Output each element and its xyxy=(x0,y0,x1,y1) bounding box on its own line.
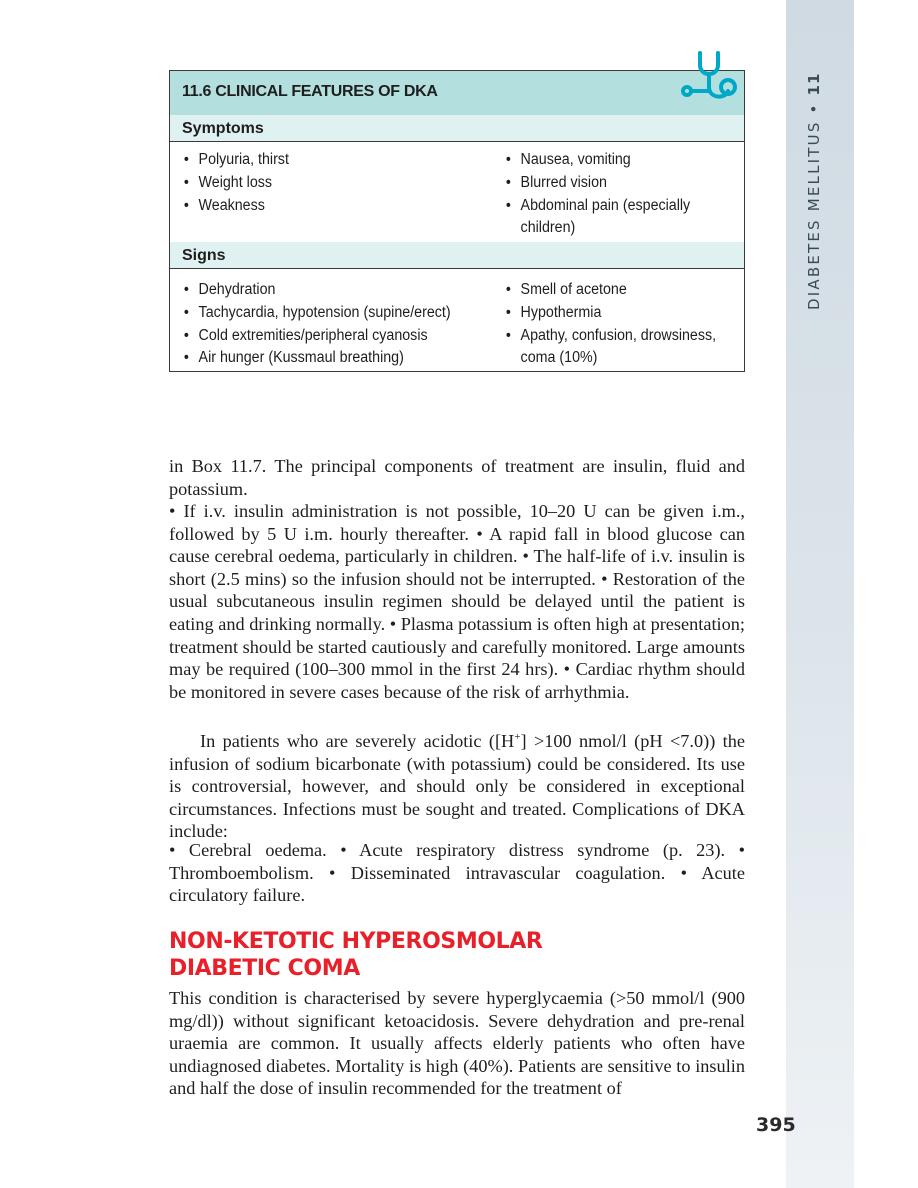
body-paragraph-1 xyxy=(169,455,745,500)
chapter-number: 11 xyxy=(805,72,823,96)
paragraph: This condition is characterised by severe hyperglycaemia (>50 mmol/l (900 mg/dl)) without significant ketoacidosis. Severe dehydration and pre-renal uraemia are common. It usually affects elderly patients who often have undiagnosed diabetes. Mortality is high (40%). Patients are sensitive to insulin and half the dose of insulin recommended for the treatment of xyxy=(169,988,745,1099)
clinical-features-box xyxy=(169,70,745,372)
list-item: • Cold extremities/peripheral cyanosis xyxy=(182,325,451,348)
list-item: • Weakness xyxy=(182,195,289,218)
symptoms-heading: Symptoms xyxy=(170,115,744,142)
list-item: • Tachycardia, hypotension (supine/erect) xyxy=(182,302,451,325)
body-paragraph-3 xyxy=(169,726,745,843)
body-paragraph-2 xyxy=(169,500,745,703)
box-header xyxy=(170,71,744,116)
list-item: • Nausea, vomiting xyxy=(504,149,690,172)
page-number: 395 xyxy=(756,1114,796,1136)
signs-left-list xyxy=(182,279,474,370)
box-title: 11.6 CLINICAL FEATURES OF DKA xyxy=(182,83,438,100)
paragraph: • If i.v. insulin administration is not possible, 10–20 U can be given i.m., followed by 5 U i.m. hourly thereafter. • A rapid fall in blood glucose can cause cerebral oedema, particularly in children. • The half-life of i.v. insulin is short (2.5 mins) so the infusion should not be interrupted. • Restoration of the usual subcutaneous insulin regimen should be delayed until the patient is eating and drinking normally. • Plasma potassium is often high at presentation; treatment should be started cautiously and carefully monitored. Large amounts may be required (100–300 mmol in the first 24 hrs). • Cardiac rhythm should be monitored in severe cases because of the risk of arrhythmia. xyxy=(169,501,745,702)
paragraph: • Cerebral oedema. • Acute respiratory distress syndrome (p. 23). • Thromboembolism. • Disseminated intravascular coagulation. • Acute circulatory failure. xyxy=(169,840,745,906)
list-item-line: coma (10%) xyxy=(520,349,598,367)
paragraph-part: ] >100 nmol/l (pH <7.0)) the infusion of sodium bicarbonate (with potassium) could be considered. Its use is controversial, however, and should only be considered in exceptional circumstances. Infections must be sought and treated. Complications of DKA include: xyxy=(169,731,745,842)
list-item-line: • Apathy, confusion, drowsiness, xyxy=(520,326,717,344)
list-item-line: children) xyxy=(520,219,576,237)
body-paragraph-4 xyxy=(169,839,745,907)
section-paragraph xyxy=(169,987,745,1100)
list-item-line: • Abdominal pain (especially xyxy=(520,196,691,214)
list-item: • Blurred vision xyxy=(504,172,690,195)
chapter-side-label xyxy=(801,70,827,310)
chapter-title: DIABETES MELLITUS xyxy=(805,120,823,310)
list-item: • Air hunger (Kussmaul breathing) xyxy=(182,347,451,370)
symptoms-left-list xyxy=(182,149,298,217)
list-item xyxy=(504,195,690,241)
list-item: • Smell of acetone xyxy=(504,279,716,302)
list-item: • Dehydration xyxy=(182,279,451,302)
superscript: + xyxy=(514,731,521,743)
stethoscope-icon xyxy=(674,47,744,111)
section-heading xyxy=(169,928,542,982)
section-heading-line: DIABETIC COMA xyxy=(169,956,360,981)
paragraph: in Box 11.7. The principal components of treatment are insulin, fluid and potassium. xyxy=(169,456,745,499)
paragraph-part: In patients who are severely acidotic ([H xyxy=(200,731,515,752)
section-heading-line: NON-KETOTIC HYPEROSMOLAR xyxy=(169,929,543,954)
signs-right-list xyxy=(504,279,735,370)
list-item: • Hypothermia xyxy=(504,302,716,325)
list-item: • Weight loss xyxy=(182,172,289,195)
symptoms-right-list xyxy=(504,149,706,240)
signs-heading: Signs xyxy=(170,242,744,269)
list-item: • Polyuria, thirst xyxy=(182,149,289,172)
paragraph xyxy=(169,726,745,843)
list-item xyxy=(504,325,716,371)
chapter-separator: • xyxy=(805,102,823,114)
